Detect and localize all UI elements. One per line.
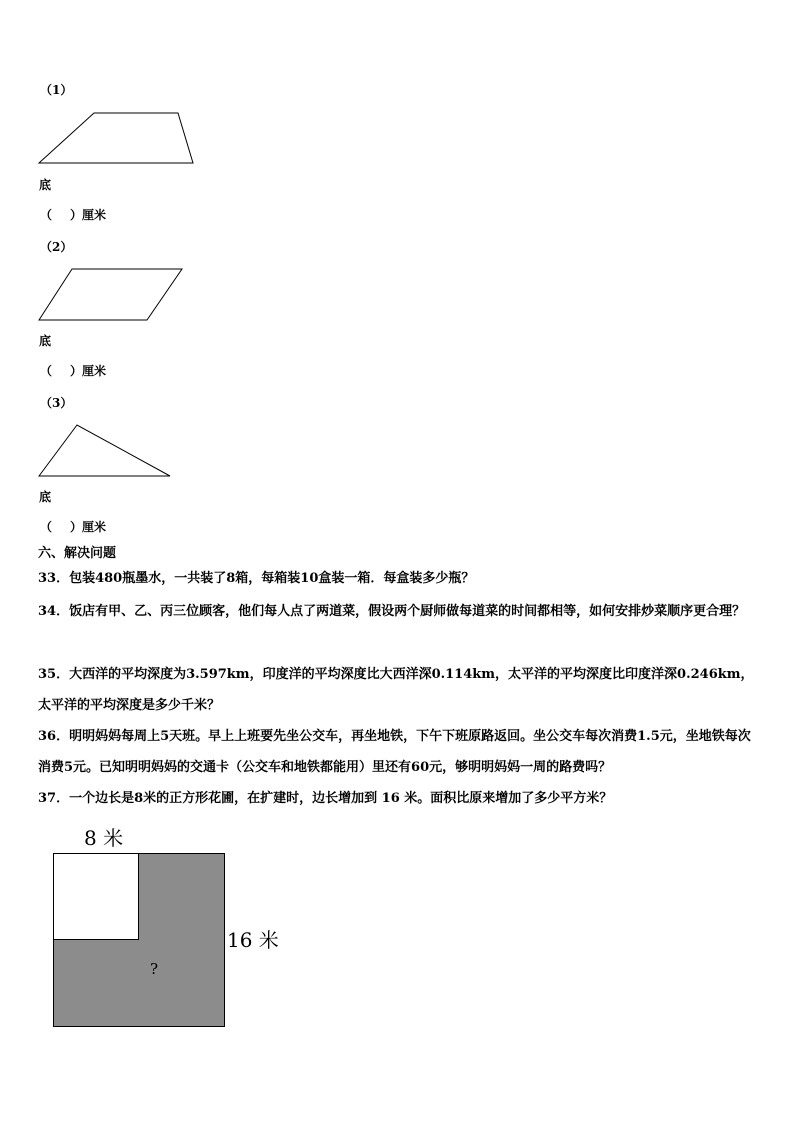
trapezoid-shape [38, 111, 196, 166]
question-37: 37．一个边长是8米的正方形花圃，在扩建时，边长增加到 16 米。面积比原来增加了多少平方米？ [38, 791, 613, 806]
parallelogram-shape [38, 267, 186, 323]
figure-3-answer-blank: （ ）厘米 [40, 520, 107, 534]
figure-2-base-label: 底 [39, 334, 52, 348]
figure-2-answer-blank: （ ）厘米 [40, 364, 107, 378]
section-title: 六、解决问题 [38, 546, 117, 561]
triangle-shape [38, 423, 174, 479]
question-34: 34．饭店有甲、乙、丙三位顾客，他们每人点了两道菜，假设两个厨师做每道菜的时间都相等，如何安排炒菜顺序更合理？ [38, 604, 746, 619]
square-unknown-label: ? [150, 960, 159, 978]
square-top-label: 8 米 [84, 826, 124, 850]
figure-3-index: （3） [40, 396, 73, 410]
square-garden-diagram [53, 853, 226, 1028]
figure-2-index: （2） [40, 240, 73, 254]
figure-3-base-label: 底 [39, 490, 52, 504]
question-33: 33．包装480瓶墨水，一共装了8箱，每箱装10盒装一箱．每盒装多少瓶？ [38, 571, 475, 586]
question-35: 35．大西洋的平均深度为3.597km，印度洋的平均深度比大西洋深0.114km，太平洋的平均深度比印度洋深0.246km，太平洋的平均深度是多少千米？ [38, 667, 754, 713]
original-square [54, 854, 139, 940]
figure-1-base-label: 底 [39, 178, 52, 192]
question-36: 36．明明妈妈每周上5天班。早上上班要先坐公交车，再坐地铁，下午下班原路返回。坐公交车每次消费1.5元，坐地铁每次消费5元。已知明明妈妈的交通卡（公交车和地铁都能用）里还有60元，够明明妈妈一周的路费吗？ [38, 729, 751, 775]
square-side-label: 16 米 [227, 928, 279, 952]
figure-1-answer-blank: （ ）厘米 [40, 208, 107, 222]
figure-1-index: （1） [40, 83, 73, 97]
